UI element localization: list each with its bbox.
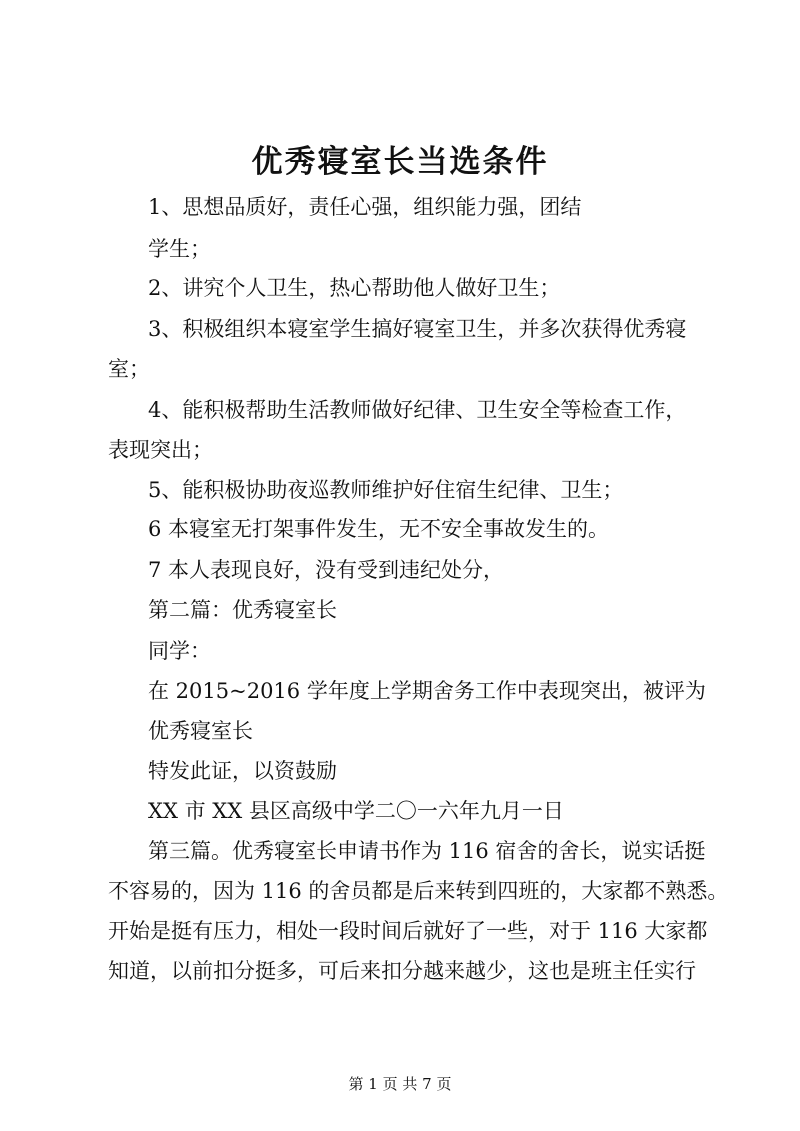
text-line: 学生；: [148, 237, 211, 261]
text-line: 第三篇。优秀寝室长申请书作为 116 宿舍的舍长，说实话挺: [148, 839, 706, 863]
text-line: 知道，以前扣分挺多，可后来扣分越来越少，这也是班主任实行: [108, 959, 696, 983]
text-line: 同学：: [148, 639, 211, 663]
text-line: 表现突出；: [108, 438, 213, 462]
text-line: 3、积极组织本寝室学生搞好寝室卫生，并多次获得优秀寝: [148, 317, 687, 341]
text-line: 6 本寝室无打架事件发生，无不安全事故发生的。: [148, 517, 610, 541]
text-line: 5、能积极协助夜巡教师维护好住宿生纪律、卫生；: [148, 478, 624, 502]
page-footer: 第 1 页 共 7 页: [348, 1075, 452, 1093]
text-line: XX 市 XX 县区高级中学二〇一六年九月一日: [148, 799, 564, 823]
text-line: 在 2015~2016 学年度上学期舍务工作中表现突出，被评为: [148, 679, 706, 703]
text-line: 1、思想品质好，责任心强，组织能力强，团结: [148, 195, 582, 219]
text-line: 优秀寝室长: [148, 719, 253, 743]
text-line: 开始是挺有压力，相处一段时间后就好了一些，对于 116 大家都: [108, 919, 708, 943]
text-line: 2、讲究个人卫生，热心帮助他人做好卫生；: [148, 276, 561, 300]
text-line: 室；: [108, 357, 150, 381]
document-title: 优秀寝室长当选条件: [251, 144, 549, 180]
text-line: 4、能积极帮助生活教师做好纪律、卫生安全等检查工作，: [148, 398, 687, 422]
text-line: 特发此证，以资鼓励: [148, 759, 337, 783]
text-line: 7 本人表现良好，没有受到违纪处分，: [148, 558, 505, 582]
text-line: 第二篇：优秀寝室长: [148, 598, 337, 622]
text-line: 不容易的，因为 116 的舍员都是后来转到四班的，大家都不熟悉。: [108, 879, 729, 903]
